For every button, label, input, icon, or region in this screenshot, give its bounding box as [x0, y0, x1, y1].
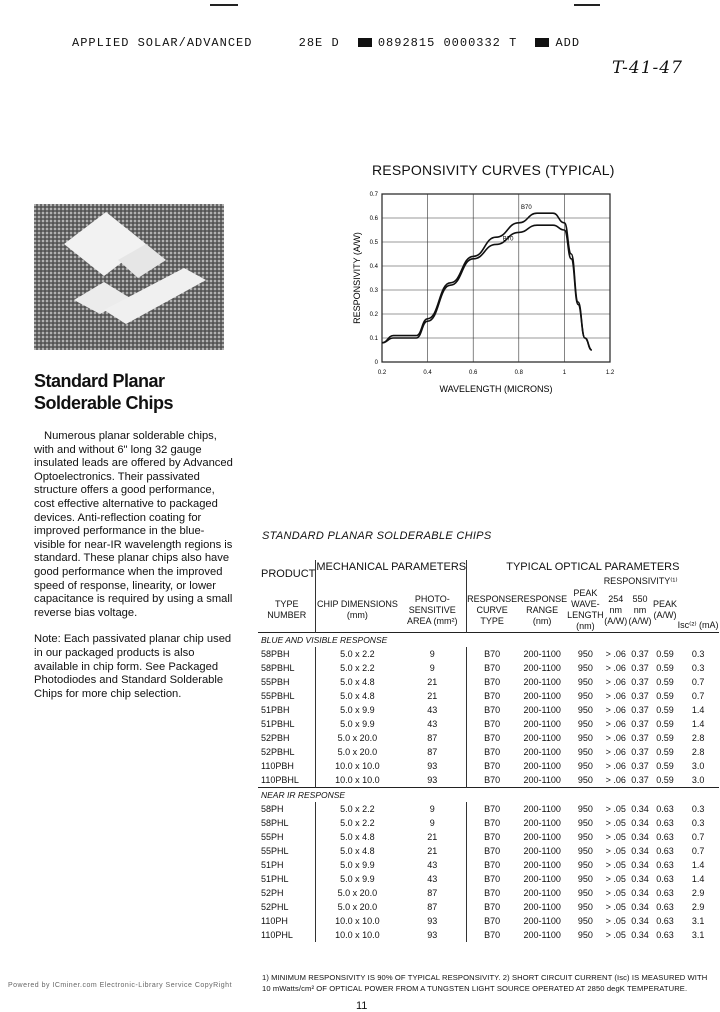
cell-isc: 2.8	[691, 733, 705, 743]
cell-range: 200-1100	[523, 775, 561, 785]
cell-area: 87	[427, 888, 438, 898]
cell-peak: 0.63	[656, 860, 674, 870]
col-chip-dimensions: CHIP DIMENSIONS (mm)	[316, 588, 399, 633]
col-type: TYPE NUMBER	[267, 599, 307, 620]
description-paragraph: Numerous planar solderable chips, with and without 6" long 32 gauge insulated leads are offered by Advanced Optoelectronics. Their passivated structure offers a good performance, cost effective alternative to packaged devices. Anti-reflection coating for improved performance in the blue-visible for near-IR wavelength regions is standard. These planar chips also have good performance when the improved speed of response, linearity, or lower capacitance is required by using a small reverse bias voltage.	[34, 430, 233, 619]
cell-peak-wavelength: 950	[577, 832, 593, 842]
cell-area: 93	[427, 916, 438, 926]
cell-curve: B70	[467, 886, 518, 900]
cell-254nm: > .05	[605, 874, 626, 884]
cell-curve: B70	[467, 816, 518, 830]
cell-550nm: 0.34	[631, 846, 649, 856]
table-row	[258, 914, 719, 928]
cell-254nm: > .05	[605, 930, 626, 940]
cell-isc: 3.0	[691, 761, 705, 771]
cell-550nm: 0.34	[631, 916, 649, 926]
cell-chip-dimensions: 5.0 x 4.8	[316, 675, 399, 689]
cell-range: 200-1100	[523, 902, 561, 912]
cell-area: 9	[429, 818, 435, 828]
cell-type: 58PBHL	[261, 663, 295, 673]
cell-area: 9	[429, 649, 435, 659]
product-title-line2: Solderable Chips	[34, 393, 174, 413]
col-550nm: 550 nm (A/W)	[628, 593, 652, 626]
cell-curve: B70	[467, 759, 518, 773]
cell-peak-wavelength: 950	[577, 902, 593, 912]
cell-range: 200-1100	[523, 691, 561, 701]
cell-isc: 3.0	[691, 775, 705, 785]
cell-254nm: > .05	[605, 804, 626, 814]
table-row	[258, 647, 719, 661]
cell-isc: 3.1	[691, 916, 705, 926]
y-tick-label: 0.3	[369, 288, 378, 294]
cell-curve: B70	[467, 689, 518, 703]
cell-254nm: > .06	[605, 705, 626, 715]
cell-range: 200-1100	[523, 832, 561, 842]
col-response-curve: RESPONSE CURVE TYPE	[467, 588, 518, 633]
cell-254nm: > .05	[605, 860, 626, 870]
cell-chip-dimensions: 5.0 x 9.9	[316, 872, 399, 886]
cell-550nm: 0.34	[631, 832, 649, 842]
responsivity-chart	[340, 186, 640, 398]
cell-type: 55PHL	[261, 846, 289, 856]
y-tick-label: 0.1	[369, 336, 378, 342]
cell-curve: B70	[467, 844, 518, 858]
cell-range: 200-1100	[523, 747, 561, 757]
top-edge-mark	[574, 4, 600, 6]
section-heading: BLUE AND VISIBLE RESPONSE	[261, 635, 388, 645]
y-tick-label: 0.2	[369, 312, 378, 318]
chart-title: RESPONSIVITY CURVES (TYPICAL)	[372, 162, 615, 178]
top-edge-mark	[210, 4, 238, 6]
page-number: 11	[356, 1000, 368, 1012]
cell-254nm: > .05	[605, 818, 626, 828]
cell-peak-wavelength: 950	[577, 733, 593, 743]
cell-chip-dimensions: 5.0 x 9.9	[316, 703, 399, 717]
cell-chip-dimensions: 5.0 x 20.0	[316, 731, 399, 745]
cell-peak: 0.59	[656, 705, 674, 715]
cell-range: 200-1100	[523, 705, 561, 715]
cell-peak: 0.59	[656, 719, 674, 729]
cell-type: 58PHL	[261, 818, 289, 828]
col-group-optical: TYPICAL OPTICAL PARAMETERS	[467, 560, 719, 574]
cell-isc: 1.4	[691, 874, 705, 884]
cell-550nm: 0.34	[631, 930, 649, 940]
table-row	[258, 900, 719, 914]
cell-254nm: > .06	[605, 775, 626, 785]
col-isc: Isc⁽²⁾ (mA)	[677, 620, 719, 630]
table-row	[258, 717, 719, 731]
x-axis-label: WAVELENGTH (MICRONS)	[439, 384, 553, 394]
cell-550nm: 0.34	[631, 818, 649, 828]
cell-range: 200-1100	[523, 874, 561, 884]
cell-type: 51PBHL	[261, 719, 295, 729]
footnote: 1) MINIMUM RESPONSIVITY IS 90% OF TYPICAL RESPONSIVITY. 2) SHORT CIRCUIT CURRENT (Isc) IS MEASURED WITH 10 mWatts/cm² OF OPTICAL POWER FROM A TUNGSTEN LIGHT SOURCE OPERATED AT 2850 degK TEMPERATURE.	[262, 973, 708, 993]
cell-area: 87	[427, 733, 438, 743]
cell-range: 200-1100	[523, 719, 561, 729]
product-title-line1: Standard Planar	[34, 371, 165, 391]
cell-isc: 1.4	[691, 719, 705, 729]
y-tick-label: 0.4	[369, 264, 378, 270]
redaction-block	[535, 38, 549, 47]
cell-chip-dimensions: 5.0 x 9.9	[316, 717, 399, 731]
cell-550nm: 0.37	[631, 691, 649, 701]
table-row	[258, 844, 719, 858]
cell-range: 200-1100	[523, 818, 561, 828]
table-row	[258, 886, 719, 900]
x-tick-label: 0.4	[423, 370, 432, 376]
cell-area: 9	[429, 663, 435, 673]
cell-chip-dimensions: 10.0 x 10.0	[316, 928, 399, 942]
table-row	[258, 872, 719, 886]
cell-peak: 0.59	[656, 691, 674, 701]
cell-area: 21	[427, 691, 438, 701]
product-title	[34, 370, 173, 414]
cell-chip-dimensions: 5.0 x 2.2	[316, 816, 399, 830]
cell-254nm: > .06	[605, 719, 626, 729]
cell-peak-wavelength: 950	[577, 775, 593, 785]
x-tick-label: 1	[562, 370, 567, 376]
cell-chip-dimensions: 5.0 x 4.8	[316, 844, 399, 858]
cell-550nm: 0.34	[631, 804, 649, 814]
header-code3: ADD	[555, 36, 581, 50]
x-tick-label: 0.2	[377, 370, 387, 376]
cell-peak-wavelength: 950	[577, 888, 593, 898]
col-peak: PEAK (A/W)	[652, 599, 677, 620]
cell-range: 200-1100	[523, 663, 561, 673]
cell-curve: B70	[467, 731, 518, 745]
table-row	[258, 816, 719, 830]
cell-peak: 0.59	[656, 761, 674, 771]
cell-550nm: 0.37	[631, 649, 649, 659]
cell-type: 58PH	[261, 804, 284, 814]
cell-chip-dimensions: 5.0 x 9.9	[316, 858, 399, 872]
cell-chip-dimensions: 10.0 x 10.0	[316, 773, 399, 788]
cell-curve: B70	[467, 675, 518, 689]
description	[34, 430, 234, 714]
cell-chip-dimensions: 5.0 x 2.2	[316, 647, 399, 661]
cell-curve: B70	[467, 703, 518, 717]
cell-peak: 0.63	[656, 846, 674, 856]
cell-254nm: > .06	[605, 649, 626, 659]
cell-isc: 1.4	[691, 705, 705, 715]
cell-area: 43	[427, 719, 438, 729]
table-row	[258, 802, 719, 816]
cell-550nm: 0.37	[631, 761, 649, 771]
cell-chip-dimensions: 10.0 x 10.0	[316, 759, 399, 773]
cell-peak: 0.63	[656, 874, 674, 884]
cell-chip-dimensions: 5.0 x 2.2	[316, 661, 399, 675]
plot-frame	[382, 194, 610, 362]
cell-254nm: > .06	[605, 747, 626, 757]
header-code2: 0892815 0000332 T	[377, 36, 518, 50]
cell-peak: 0.63	[656, 804, 674, 814]
cell-isc: 1.4	[691, 860, 705, 870]
cell-254nm: > .06	[605, 733, 626, 743]
x-tick-label: 0.8	[514, 370, 523, 376]
spec-table	[258, 560, 719, 942]
cell-range: 200-1100	[523, 804, 561, 814]
cell-peak-wavelength: 950	[577, 916, 593, 926]
cell-550nm: 0.37	[631, 705, 649, 715]
section-heading: NEAR IR RESPONSE	[261, 790, 346, 800]
cell-type: 52PH	[261, 888, 284, 898]
table-title: STANDARD PLANAR SOLDERABLE CHIPS	[262, 530, 492, 542]
cell-peak: 0.59	[656, 649, 674, 659]
cell-550nm: 0.34	[631, 888, 649, 898]
cell-range: 200-1100	[523, 916, 561, 926]
cell-area: 87	[427, 902, 438, 912]
cell-curve: B70	[467, 717, 518, 731]
cell-chip-dimensions: 5.0 x 2.2	[316, 802, 399, 816]
cell-range: 200-1100	[523, 733, 561, 743]
col-responsivity-group: RESPONSIVITY⁽¹⁾	[603, 576, 678, 586]
cell-peak-wavelength: 950	[577, 874, 593, 884]
table-row	[258, 661, 719, 675]
cell-area: 21	[427, 832, 438, 842]
note-paragraph: Note: Each passivated planar chip used in our packaged products is also available in chip form. See Packaged Photodiodes and Standard Solderable Chips for more chip selection.	[34, 633, 232, 700]
y-tick-label: 0.6	[369, 216, 378, 222]
cell-peak-wavelength: 950	[577, 846, 593, 856]
cell-range: 200-1100	[523, 761, 561, 771]
cell-peak: 0.59	[656, 677, 674, 687]
cell-area: 21	[427, 846, 438, 856]
cell-550nm: 0.37	[631, 719, 649, 729]
table-row	[258, 858, 719, 872]
cell-area: 21	[427, 677, 438, 687]
cell-type: 51PBH	[261, 705, 290, 715]
cell-type: 110PBH	[261, 761, 294, 771]
cell-isc: 0.3	[691, 649, 705, 659]
cell-550nm: 0.37	[631, 677, 649, 687]
cell-peak: 0.63	[656, 832, 674, 842]
cell-area: 87	[427, 747, 438, 757]
cell-254nm: > .06	[605, 761, 626, 771]
cell-550nm: 0.37	[631, 663, 649, 673]
cell-curve: B70	[467, 914, 518, 928]
col-group-mechanical: MECHANICAL PARAMETERS	[316, 561, 467, 573]
cell-curve: B70	[467, 872, 518, 886]
cell-550nm: 0.37	[631, 733, 649, 743]
cell-area: 93	[427, 761, 438, 771]
series-label: B70	[502, 236, 514, 243]
header-company: APPLIED SOLAR/ADVANCED	[72, 36, 253, 50]
cell-peak-wavelength: 950	[577, 930, 593, 940]
col-254nm: 254 nm (A/W)	[604, 593, 628, 626]
series-label: B70	[521, 205, 532, 212]
cell-chip-dimensions: 10.0 x 10.0	[316, 914, 399, 928]
cell-isc: 0.3	[691, 663, 705, 673]
cell-peak-wavelength: 950	[577, 804, 593, 814]
cell-area: 9	[429, 804, 435, 814]
cell-chip-dimensions: 5.0 x 4.8	[316, 830, 399, 844]
y-tick-label: 0.5	[369, 240, 378, 246]
cell-type: 55PH	[261, 832, 284, 842]
cell-type: 51PH	[261, 860, 284, 870]
cell-peak-wavelength: 950	[577, 663, 593, 673]
cell-type: 110PHL	[261, 930, 293, 940]
table-row	[258, 759, 719, 773]
cell-peak: 0.59	[656, 733, 674, 743]
table-row	[258, 675, 719, 689]
redaction-block	[358, 38, 372, 47]
cell-type: 51PHL	[261, 874, 289, 884]
cell-peak: 0.63	[656, 902, 674, 912]
cell-type: 52PBHL	[261, 747, 295, 757]
cell-peak-wavelength: 950	[577, 705, 593, 715]
col-response-range: RESPONSE RANGE (nm)	[517, 593, 568, 626]
product-photo	[34, 204, 224, 350]
y-axis-label: RESPONSIVITY (A/W)	[352, 232, 362, 324]
table-row	[258, 731, 719, 745]
cell-peak-wavelength: 950	[577, 677, 593, 687]
cell-peak: 0.59	[656, 747, 674, 757]
y-tick-label: 0	[374, 360, 378, 366]
cell-chip-dimensions: 5.0 x 20.0	[316, 745, 399, 759]
cell-type: 52PBH	[261, 733, 290, 743]
cell-range: 200-1100	[523, 846, 561, 856]
cell-isc: 0.7	[691, 677, 705, 687]
table-row	[258, 703, 719, 717]
handwritten-code: T-41-47	[612, 58, 683, 78]
cell-type: 55PBH	[261, 677, 290, 687]
cell-254nm: > .06	[605, 677, 626, 687]
cell-range: 200-1100	[523, 888, 561, 898]
cell-peak: 0.63	[656, 930, 674, 940]
cell-peak-wavelength: 950	[577, 860, 593, 870]
cell-peak-wavelength: 950	[577, 719, 593, 729]
source-line: Powered by ICminer.com Electronic-Library Service CopyRight	[8, 982, 233, 989]
cell-type: 58PBH	[261, 649, 290, 659]
cell-range: 200-1100	[523, 860, 561, 870]
cell-curve: B70	[467, 745, 518, 759]
cell-range: 200-1100	[523, 677, 561, 687]
cell-curve: B70	[467, 773, 518, 788]
cell-isc: 0.3	[691, 818, 705, 828]
cell-isc: 0.7	[691, 691, 705, 701]
cell-peak: 0.59	[656, 775, 674, 785]
table-row	[258, 745, 719, 759]
cell-chip-dimensions: 5.0 x 4.8	[316, 689, 399, 703]
cell-550nm: 0.37	[631, 747, 649, 757]
x-tick-label: 0.6	[469, 370, 478, 376]
cell-type: 55PBHL	[261, 691, 295, 701]
cell-isc: 0.7	[691, 832, 705, 842]
cell-peak-wavelength: 950	[577, 818, 593, 828]
cell-peak-wavelength: 950	[577, 649, 593, 659]
cell-254nm: > .06	[605, 691, 626, 701]
cell-peak: 0.63	[656, 888, 674, 898]
cell-curve: B70	[467, 802, 518, 816]
cell-curve: B70	[467, 830, 518, 844]
cell-550nm: 0.34	[631, 860, 649, 870]
table-row	[258, 689, 719, 703]
col-peak-wavelength: PEAK WAVE-LENGTH (nm)	[567, 588, 604, 631]
cell-550nm: 0.37	[631, 775, 649, 785]
cell-area: 43	[427, 874, 438, 884]
cell-254nm: > .05	[605, 846, 626, 856]
cell-type: 110PH	[261, 916, 288, 926]
cell-peak: 0.59	[656, 663, 674, 673]
cell-isc: 2.9	[691, 902, 705, 912]
cell-area: 93	[427, 775, 438, 785]
cell-isc: 2.9	[691, 888, 705, 898]
cell-peak-wavelength: 950	[577, 747, 593, 757]
cell-isc: 3.1	[691, 930, 705, 940]
document-header	[72, 36, 590, 50]
cell-254nm: > .06	[605, 663, 626, 673]
cell-range: 200-1100	[523, 930, 561, 940]
cell-area: 43	[427, 860, 438, 870]
cell-isc: 2.8	[691, 747, 705, 757]
cell-range: 200-1100	[523, 649, 561, 659]
table-row	[258, 830, 719, 844]
table-row	[258, 773, 719, 788]
cell-curve: B70	[467, 661, 518, 675]
cell-peak-wavelength: 950	[577, 761, 593, 771]
cell-peak-wavelength: 950	[577, 691, 593, 701]
table-section-nir	[258, 788, 719, 943]
cell-550nm: 0.34	[631, 902, 649, 912]
table-section-blue	[258, 633, 719, 788]
cell-area: 43	[427, 705, 438, 715]
cell-curve: B70	[467, 928, 518, 942]
cell-peak: 0.63	[656, 818, 674, 828]
cell-550nm: 0.34	[631, 874, 649, 884]
y-tick-label: 0.7	[369, 192, 378, 198]
header-code1: 28E D	[298, 36, 340, 50]
cell-254nm: > .05	[605, 888, 626, 898]
cell-254nm: > .05	[605, 832, 626, 842]
cell-chip-dimensions: 5.0 x 20.0	[316, 900, 399, 914]
cell-isc: 0.7	[691, 846, 705, 856]
cell-curve: B70	[467, 900, 518, 914]
cell-curve: B70	[467, 858, 518, 872]
cell-area: 93	[427, 930, 438, 940]
cell-type: 52PHL	[261, 902, 289, 912]
col-photosensitive-area: PHOTO-SENSITIVE AREA (mm²)	[407, 593, 458, 626]
col-group-product: PRODUCT	[261, 568, 316, 580]
cell-254nm: > .05	[605, 916, 626, 926]
cell-type: 110PBHL	[261, 775, 299, 785]
x-tick-label: 1.2	[605, 370, 615, 376]
cell-chip-dimensions: 5.0 x 20.0	[316, 886, 399, 900]
table-row	[258, 928, 719, 942]
cell-peak: 0.63	[656, 916, 674, 926]
series-line-0	[382, 213, 592, 350]
cell-isc: 0.3	[691, 804, 705, 814]
cell-curve: B70	[467, 647, 518, 661]
cell-254nm: > .05	[605, 902, 626, 912]
